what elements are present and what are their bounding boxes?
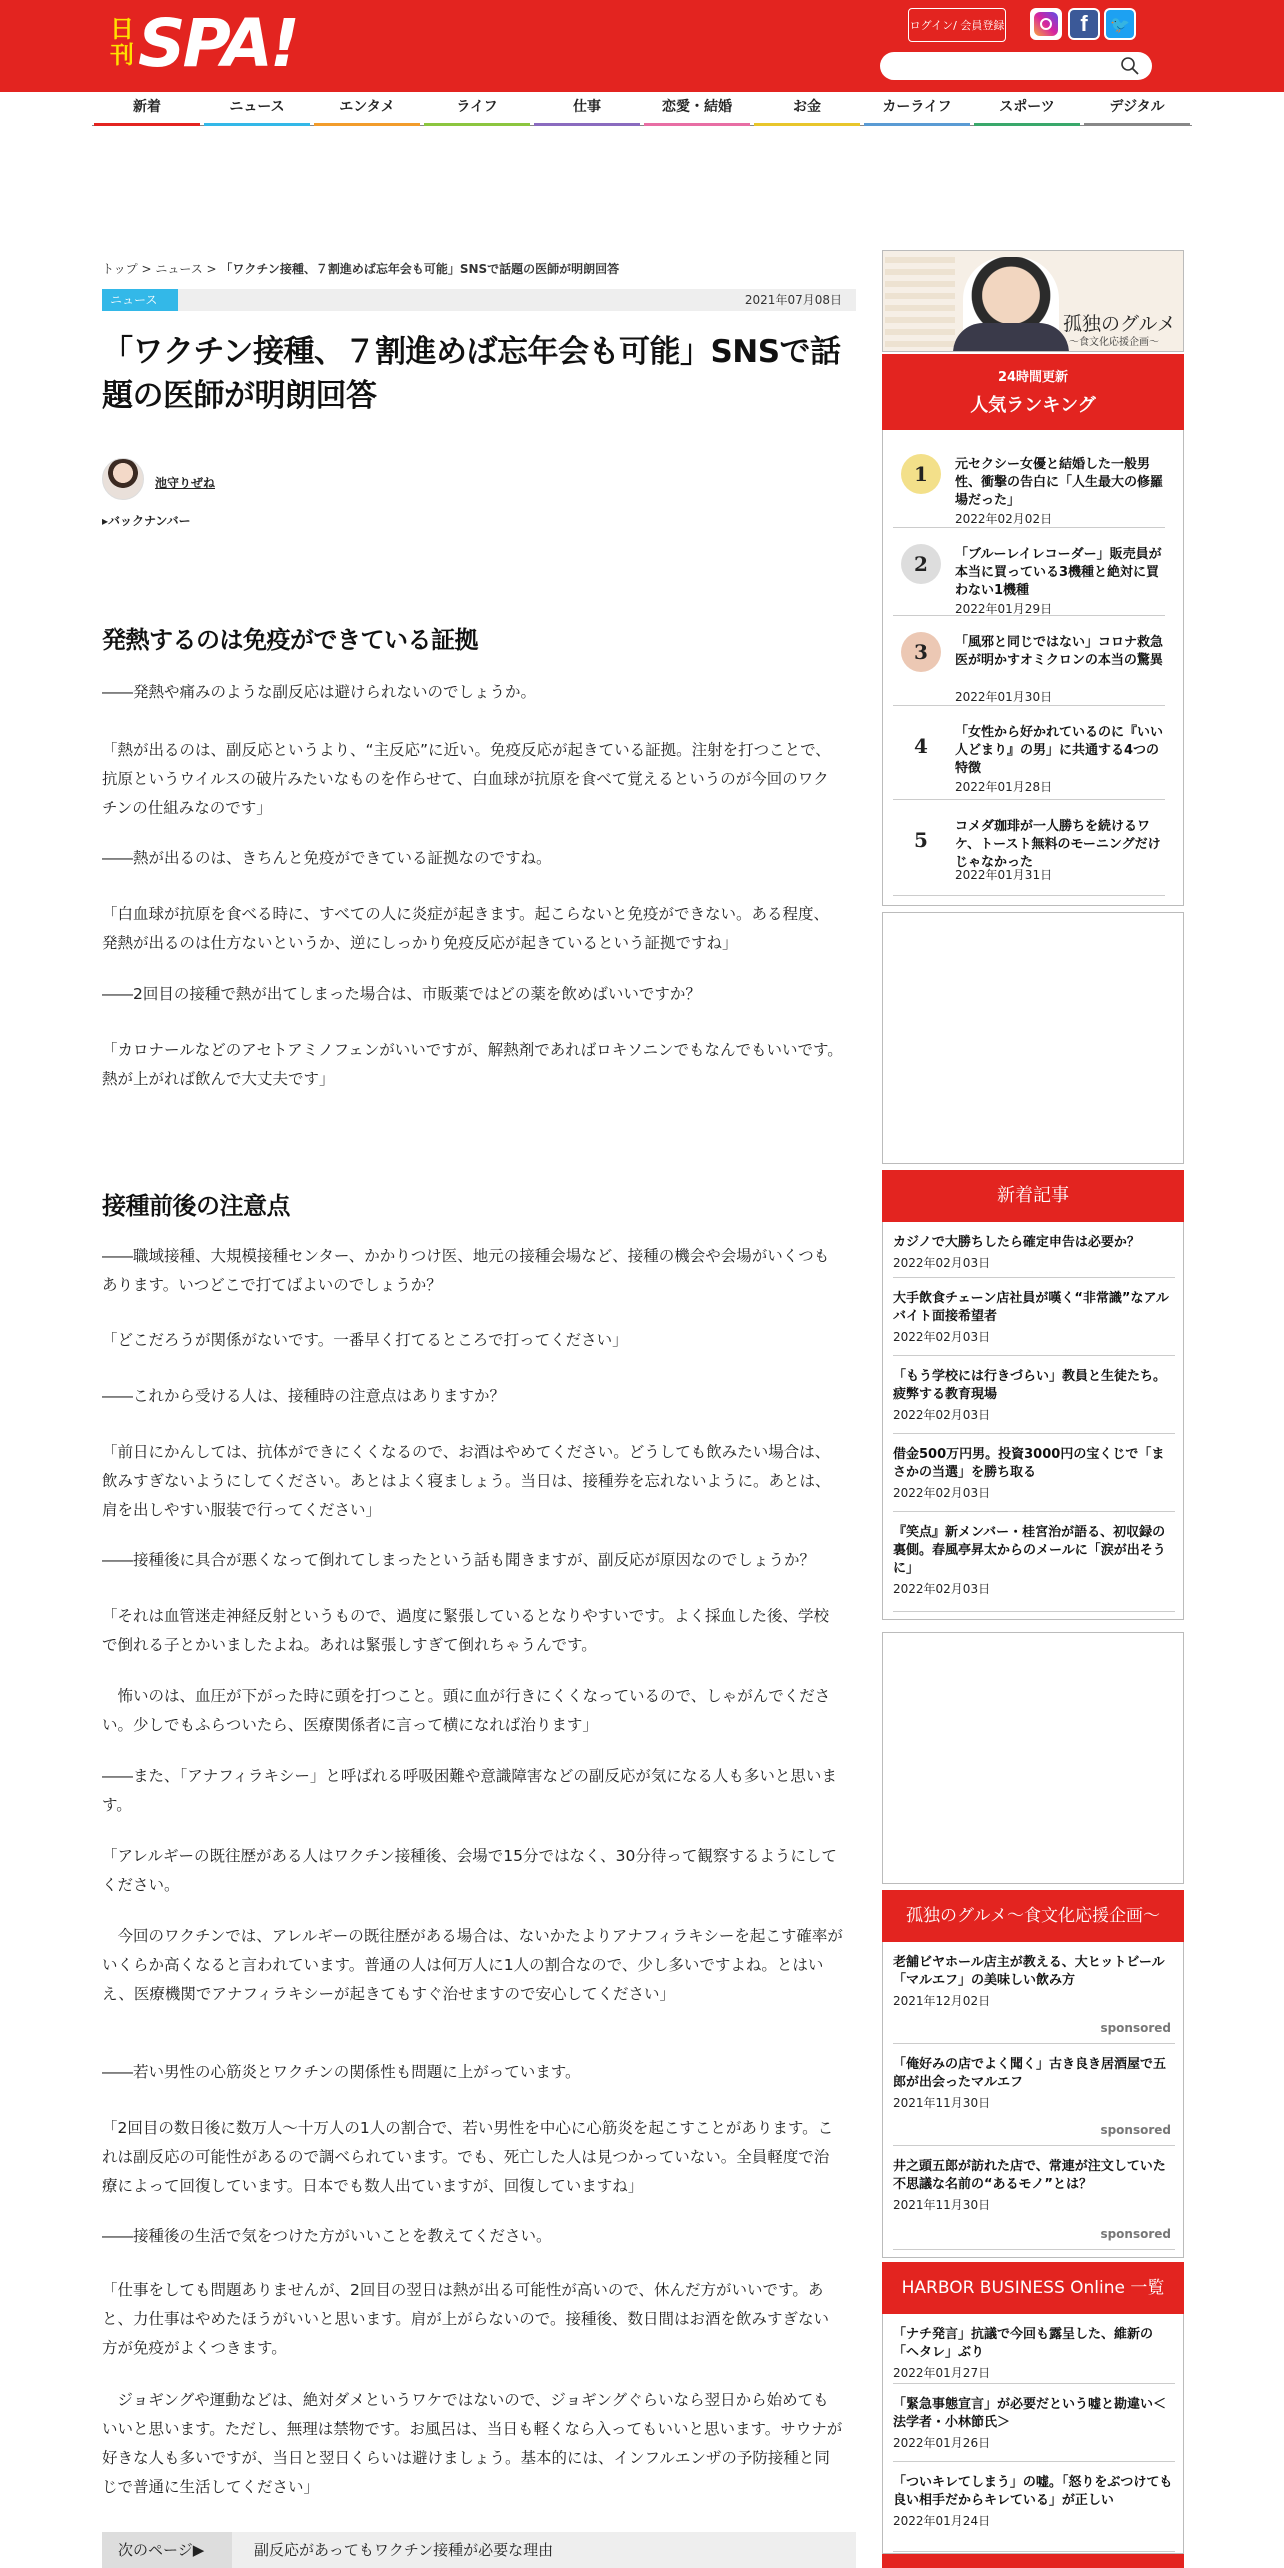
article-paragraph: 「どこだろうが関係がないです。一番早く打てるところで打ってください」 bbox=[102, 1331, 628, 1349]
news-title: 「もう学校には行きづらい」教員と生徒たち。疲弊する教育現場 bbox=[893, 1369, 1167, 1402]
article-paragraph: ――これから受ける人は、接種時の注意点はありますか？ bbox=[102, 1387, 506, 1405]
article-paragraph: ――若い男性の心筋炎とワクチンの関係性も問題に上がっています。 bbox=[102, 2063, 581, 2081]
banner-subtitle: ～食文化応援企画～ bbox=[1069, 337, 1159, 348]
new-articles-header: 新着記事 bbox=[882, 1170, 1184, 1222]
nav-item[interactable]: 新着 bbox=[92, 92, 202, 125]
article-paragraph: 「カロナールなどのアセトアミノフェンがいいですが、解熱剤であればロキソニンでもなんでもいいです。熱が上がれば飲んで大丈夫です」 bbox=[102, 1041, 843, 1088]
nav-item[interactable]: エンタメ bbox=[312, 92, 422, 125]
ranking-item[interactable] bbox=[893, 616, 1165, 706]
sidebar-footer-bar bbox=[882, 2554, 1184, 2568]
rank-number: 4 bbox=[901, 726, 941, 766]
sponsored-label: sponsored bbox=[1100, 2123, 1171, 2137]
article-paragraph: ――2回目の接種で熱が出てしまった場合は、市販薬ではどの薬を飲めばいいですか？ bbox=[102, 985, 701, 1003]
rank-date: 2022年01月30日 bbox=[955, 690, 1053, 704]
harbor-list bbox=[882, 2314, 1184, 2554]
news-title: 井之頭五郎が訪れた店で、常連が注文していた不思議な名前の“あるモノ”とは？ bbox=[893, 2159, 1166, 2192]
nav-item[interactable]: デジタル bbox=[1082, 92, 1192, 125]
new-articles-list bbox=[882, 1222, 1184, 1620]
article-paragraph: 「白血球が抗原を食べる時に、すべての人に炎症が起きます。起こらないと免疫ができない。ある程度、発熱が出るのは仕方ないというか、逆にしっかり免疫反応が起きているという証拠ですね」 bbox=[102, 905, 829, 952]
instagram-icon[interactable] bbox=[1030, 8, 1062, 40]
ranking-item[interactable] bbox=[893, 706, 1165, 800]
category-nav bbox=[92, 92, 1192, 126]
ranking-item[interactable] bbox=[893, 438, 1165, 528]
nav-item[interactable]: スポーツ bbox=[972, 92, 1082, 125]
article-paragraph: 「それは血管迷走神経反射というもので、過度に緊張しているとなりやすいです。よく採血した後、学校で倒れる子とかいましたよね。あれは緊張しすぎて倒れちゃうんです。 bbox=[102, 1607, 829, 1654]
ranking-item[interactable] bbox=[893, 528, 1165, 616]
next-page-link[interactable] bbox=[102, 2532, 856, 2568]
login-button[interactable]: ログイン/ 会員登録 bbox=[908, 8, 1006, 42]
news-title: 「緊急事態宣言」が必要だという嘘と勘違い＜法学者・小林節氏＞ bbox=[893, 2397, 1167, 2430]
news-date: 2022年01月27日 bbox=[893, 2366, 991, 2380]
article-paragraph: 「熱が出るのは、副反応というより、“主反応”に近い。免疫反応が起きている証拠。注射を打つことで、抗原というウイルスの破片みたいなものを作らせて、白血球が抗原を食べて覚えるというのが今回のワクチンの仕組みなのです」 bbox=[102, 741, 831, 817]
news-date: 2022年01月26日 bbox=[893, 2436, 991, 2450]
rank-date: 2022年01月28日 bbox=[955, 780, 1053, 794]
news-item[interactable] bbox=[893, 1222, 1175, 1278]
rank-number: 1 bbox=[901, 454, 941, 494]
author-name[interactable]: 池守りぜね bbox=[155, 476, 216, 490]
news-date: 2021年11月30日 bbox=[893, 2096, 991, 2110]
article-paragraph: ――接種後の生活で気をつけた方がいいことを教えてください。 bbox=[102, 2227, 552, 2245]
article-title: 「ワクチン接種、７割進めば忘年会も可能」SNSで話題の医師が明朗回答 bbox=[102, 334, 841, 414]
article-paragraph: ――職域接種、大規模接種センター、かかりつけ医、地元の接種会場など、接種の機会や会場がいくつもあります。いつどこで打てばよいのでしょうか？ bbox=[102, 1247, 830, 1294]
rank-number: 2 bbox=[901, 544, 941, 584]
article-paragraph: 「2回目の数日後に数万人～十万人の1人の割合で、若い男性を中心に心筋炎を起こすことがあります。これは副反応の可能性があるので調べられています。でも、死亡した人は見つかっていない。全員軽度で治療によって回復しています。日本でも数人出ていますが、回復していますね」 bbox=[102, 2119, 834, 2195]
breadcrumb-news[interactable]: ニュース bbox=[155, 262, 203, 276]
news-title: 「俺好みの店でよく聞く」古き良き居酒屋で五郎が出会ったマルエフ bbox=[893, 2057, 1167, 2090]
ranking-title: 人気ランキング bbox=[970, 395, 1096, 416]
nav-item[interactable]: カーライフ bbox=[862, 92, 972, 125]
news-item[interactable] bbox=[893, 2044, 1175, 2146]
nav-item[interactable]: ニュース bbox=[202, 92, 312, 125]
kodoku-gourmet-banner[interactable] bbox=[882, 250, 1184, 352]
article-paragraph: 「アレルギーの既往歴がある人はワクチン接種後、会場で15分ではなく、30分待って観察するようにしてください。 bbox=[102, 1847, 837, 1894]
sponsored-label: sponsored bbox=[1100, 2227, 1171, 2241]
rank-title: 「女性から好かれているのに『いい人どまり』の男」に共通する4つの特徴 bbox=[955, 725, 1164, 776]
ad-slot-1 bbox=[882, 912, 1184, 1164]
rank-title: 「風邪と同じではない」コロナ救急医が明かすオミクロンの本当の驚異 bbox=[955, 635, 1164, 668]
section-heading-2: 接種前後の注意点 bbox=[102, 1192, 290, 1220]
rank-title: 「ブルーレイレコーダー」販売員が本当に買っている3機種と絶対に買わない1機種 bbox=[955, 547, 1162, 598]
category-bar bbox=[102, 289, 856, 311]
breadcrumb: トップ > ニュース > 「ワクチン接種、７割進めば忘年会も可能」SNSで話題の医師が明朗回答 bbox=[102, 262, 620, 276]
article-paragraph: ジョギングや運動などは、絶対ダメというワケではないので、ジョギングぐらいなら翌日から始めてもいいと思います。ただし、無理は禁物です。お風呂は、当日も軽くなら入ってもいいと思います。サウナが好きな人も多いですが、当日と翌日くらいは避けましょう。基本的には、インフルエンザの予防接種と同じで普通に生活してください」 bbox=[102, 2391, 843, 2496]
news-title: 借金500万円男。投資3000円の宝くじで「まさかの当選」を勝ち取る bbox=[893, 1447, 1165, 1480]
rank-date: 2022年01月31日 bbox=[955, 868, 1053, 882]
gourmet-header: 孤独のグルメ～食文化応援企画～ bbox=[882, 1890, 1184, 1942]
site-header bbox=[0, 0, 1284, 92]
rank-date: 2022年01月29日 bbox=[955, 602, 1053, 616]
article-paragraph: ――また、「アナフィラキシー」と呼ばれる呼吸困難や意識障害などの副反応が気になる人も多いと思います。 bbox=[102, 1767, 837, 1814]
news-date: 2022年02月03日 bbox=[893, 1582, 991, 1596]
nav-item[interactable]: 仕事 bbox=[532, 92, 642, 125]
harbor-header: HARBOR BUSINESS Online 一覧 bbox=[882, 2262, 1184, 2314]
news-item[interactable] bbox=[893, 2384, 1175, 2462]
article-date: 2021年07月08日 bbox=[744, 293, 842, 307]
nav-item[interactable]: 恋愛・結婚 bbox=[642, 92, 752, 125]
news-date: 2022年02月03日 bbox=[893, 1256, 991, 1270]
news-item[interactable] bbox=[893, 1942, 1175, 2044]
ranking-item[interactable] bbox=[893, 800, 1165, 896]
article-paragraph: 「仕事をしても問題ありませんが、2回目の翌日は熱が出る可能性が高いので、休んだ方がいいです。あと、力仕事はやめたほうがいいと思います。肩が上がらないので。接種後、数日間はお酒を飲みすぎない方が免疫がよくつきます。 bbox=[102, 2281, 829, 2357]
ranking-header bbox=[882, 354, 1184, 430]
rank-number: 3 bbox=[901, 632, 941, 672]
logo-spa: SPA! bbox=[138, 5, 298, 82]
news-date: 2022年02月03日 bbox=[893, 1330, 991, 1344]
banner-title: 孤独のグルメ bbox=[1063, 313, 1176, 335]
news-item[interactable] bbox=[893, 1356, 1175, 1434]
logo-nikkan: 日刊 bbox=[110, 15, 134, 69]
author-avatar[interactable] bbox=[102, 458, 144, 500]
twitter-icon[interactable]: 🐦 bbox=[1104, 8, 1136, 40]
gourmet-list bbox=[882, 1942, 1184, 2258]
news-date: 2022年02月03日 bbox=[893, 1486, 991, 1500]
news-item[interactable] bbox=[893, 1434, 1175, 1512]
news-item[interactable] bbox=[893, 1278, 1175, 1356]
breadcrumb-top[interactable]: トップ bbox=[102, 262, 138, 276]
category-badge[interactable]: ニュース bbox=[102, 289, 178, 311]
facebook-icon[interactable]: f bbox=[1068, 8, 1100, 40]
news-title: 「ついキレてしまう」の嘘。「怒りをぶつけても良い相手だからキレている」が正しい bbox=[893, 2475, 1173, 2508]
news-date: 2022年02月03日 bbox=[893, 1408, 991, 1422]
news-title: カジノで大勝ちしたら確定申告は必要か？ bbox=[893, 1235, 1140, 1250]
article-paragraph: ――接種後に具合が悪くなって倒れてしまったという話も聞きますが、副反応が原因なのでしょうか？ bbox=[102, 1551, 816, 1569]
backnumber-link[interactable]: ▸バックナンバー bbox=[102, 514, 191, 528]
news-title: 『笑点』新メンバー・桂宮治が語る、初収録の裏側。春風亭昇太からのメールに「涙が出そうに」 bbox=[893, 1525, 1166, 1576]
next-page-label: 次のページ▶ bbox=[102, 2532, 232, 2568]
site-logo[interactable] bbox=[110, 5, 298, 82]
search-icon[interactable] bbox=[1120, 56, 1140, 76]
sponsored-label: sponsored bbox=[1100, 2021, 1171, 2035]
rank-number: 5 bbox=[901, 820, 941, 860]
article-paragraph: ――発熱や痛みのような副反応は避けられないのでしょうか。 bbox=[102, 683, 537, 701]
news-title: 大手飲食チェーン店社員が嘆く“非常識”なアルバイト面接希望者 bbox=[893, 1291, 1169, 1324]
rank-title: 元セクシー女優と結婚した一般男性、衝撃の告白に「人生最大の修羅場だった」 bbox=[955, 457, 1164, 508]
news-item[interactable] bbox=[893, 2462, 1175, 2552]
article-paragraph: ――熱が出るのは、きちんと免疫ができている証拠なのですね。 bbox=[102, 849, 552, 867]
news-date: 2021年11月30日 bbox=[893, 2198, 991, 2212]
article-paragraph: 「前日にかんしては、抗体ができにくくなるので、お酒はやめてください。どうしても飲みたい場合は、飲みすぎないようにしてください。あとはよく寝ましょう。当日は、接種券を忘れないように。あとは、肩を出しやすい服装で行ってください」 bbox=[102, 1443, 831, 1519]
news-item[interactable] bbox=[893, 1512, 1175, 1612]
article-paragraph: 今回のワクチンでは、アレルギーの既往歴がある場合は、ないかたよりアナフィラキシーを起こす確率がいくらか高くなると言われています。普通の人は何万人に1人の割合なので、少し多いですよね。とはいえ、医療機関でアナフィラキシーが起きてもすぐ治せますので安心してください」 bbox=[102, 1927, 843, 2003]
ad-slot-2 bbox=[882, 1632, 1184, 1884]
nav-item[interactable]: ライフ bbox=[422, 92, 532, 125]
search-input[interactable] bbox=[880, 52, 1152, 80]
ranking-update: 24時間更新 bbox=[997, 370, 1069, 385]
article-paragraph: 怖いのは、血圧が下がった時に頭を打つこと。頭に血が行きにくくなっているので、しゃがんでください。少しでもふらついたら、医療関係者に言って横になれば治ります」 bbox=[102, 1687, 831, 1734]
news-title: 老舗ビヤホール店主が教える、大ヒットビール「マルエフ」の美味しい飲み方 bbox=[893, 1955, 1165, 1988]
news-item[interactable] bbox=[893, 2146, 1175, 2250]
ranking-list bbox=[882, 430, 1184, 906]
news-date: 2022年01月24日 bbox=[893, 2514, 991, 2528]
section-heading-1: 発熱するのは免疫ができている証拠 bbox=[102, 626, 478, 654]
news-date: 2021年12月02日 bbox=[893, 1994, 991, 2008]
next-page-title: 副反応があってもワクチン接種が必要な理由 bbox=[254, 2541, 554, 2559]
rank-date: 2022年02月02日 bbox=[955, 512, 1053, 526]
news-title: 「ナチ発言」抗議で今回も露呈した、維新の「ヘタレ」ぶり bbox=[893, 2327, 1154, 2360]
breadcrumb-current: 「ワクチン接種、７割進めば忘年会も可能」SNSで話題の医師が明朗回答 bbox=[220, 262, 620, 276]
nav-item[interactable]: お金 bbox=[752, 92, 862, 125]
rank-title: コメダ珈琲が一人勝ちを続けるワケ、トースト無料のモーニングだけじゃなかった bbox=[955, 819, 1161, 870]
news-item[interactable] bbox=[893, 2314, 1175, 2384]
